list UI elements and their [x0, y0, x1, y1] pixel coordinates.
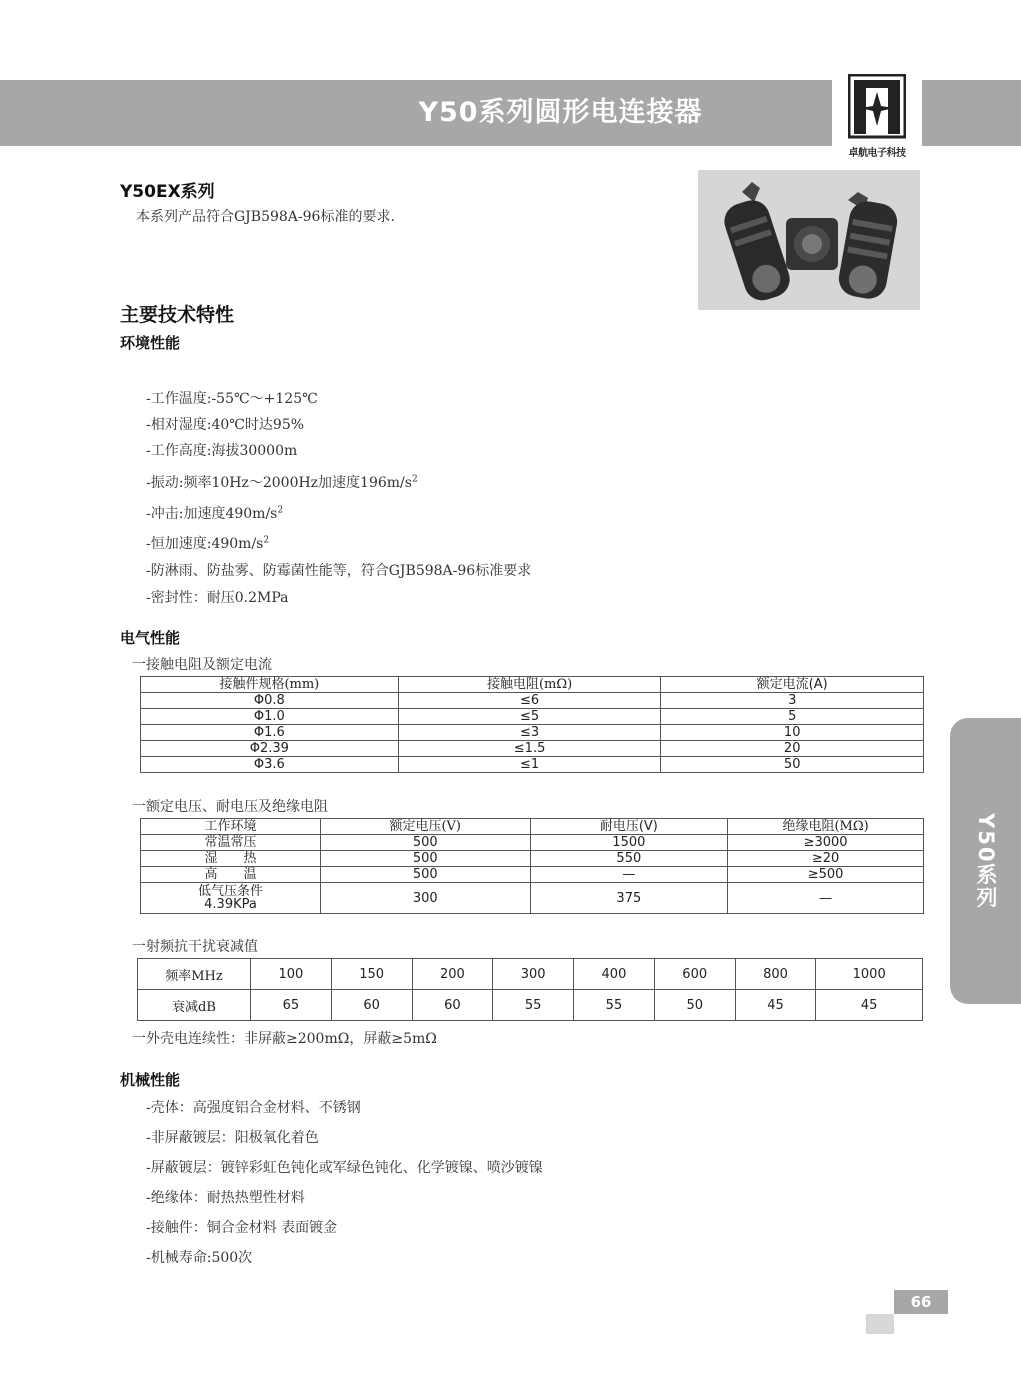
table-cell-label: 频率MHz [138, 959, 251, 990]
env-heading: 环境性能 [120, 334, 181, 352]
table-cell: Φ2.39 [141, 741, 399, 757]
table-row [141, 883, 924, 914]
table-header: 接触件规格(mm) [141, 677, 399, 693]
table-cell: 60 [331, 990, 412, 1021]
accel-text: -恒加速度:490m/s [146, 536, 264, 552]
connector-photo-icon [698, 170, 920, 310]
table-cell: 300 [320, 883, 530, 914]
table-header: 接触电阻(mΩ) [398, 677, 661, 693]
table-header-row [141, 677, 924, 693]
table-header: 工作环境 [141, 819, 321, 835]
mech-item: -接触件：铜合金材料 表面镀金 [146, 1220, 338, 1236]
table-cell: 150 [331, 959, 412, 990]
table-cell: Φ0.8 [141, 693, 399, 709]
table-cell-label: 衰减dB [138, 990, 251, 1021]
low-pressure-label: 低气压条件 [197, 884, 263, 899]
table-row [141, 835, 924, 851]
voltage-table-title: 一额定电压、耐电压及绝缘电阻 [132, 799, 328, 815]
table-cell: ≥500 [728, 867, 924, 883]
env-item-accel [146, 533, 269, 553]
series-heading: Y50EX系列 [120, 182, 215, 202]
contact-table-title: 一接触电阻及额定电流 [132, 657, 272, 673]
table-row [141, 741, 924, 757]
table-row [141, 725, 924, 741]
table-cell-low-pressure [141, 883, 321, 914]
env-item-vibration [146, 472, 418, 492]
table-row [138, 990, 923, 1021]
mech-item: -机械寿命:500次 [146, 1250, 253, 1266]
table-cell: Φ3.6 [141, 757, 399, 773]
table-cell: ≤6 [398, 693, 661, 709]
mech-item: -屏蔽镀层：镀锌彩虹色钝化或军绿色钝化、化学镀镍、喷沙镀镍 [146, 1160, 543, 1176]
table-cell: ≥3000 [728, 835, 924, 851]
page-number-decor [866, 1314, 894, 1334]
table-row [141, 709, 924, 725]
table-cell: 50 [661, 757, 924, 773]
env-item: -工作高度:海拔30000m [146, 443, 298, 459]
table-cell: 50 [654, 990, 735, 1021]
table-row [141, 693, 924, 709]
table-row [141, 851, 924, 867]
table-cell: 500 [320, 835, 530, 851]
table-cell: 500 [320, 851, 530, 867]
table-cell: 200 [412, 959, 493, 990]
side-tab-label: Y50系列 [974, 812, 998, 910]
table-header: 耐电压(V) [530, 819, 728, 835]
mech-item: -绝缘体：耐热热塑性材料 [146, 1190, 305, 1206]
logo-mark-icon [848, 74, 906, 140]
table-cell: 1500 [530, 835, 728, 851]
mechanical-heading: 机械性能 [120, 1071, 181, 1089]
table-cell: 45 [735, 990, 816, 1021]
table-row [141, 867, 924, 883]
table-cell: 55 [574, 990, 655, 1021]
table-cell: 65 [251, 990, 332, 1021]
page-title: Y50系列圆形电连接器 [418, 97, 703, 128]
table-cell: 5 [661, 709, 924, 725]
table-row [141, 757, 924, 773]
table-cell: 45 [816, 990, 923, 1021]
shock-text: -冲击:加速度490m/s [146, 506, 278, 522]
table-header: 额定电压(V) [320, 819, 530, 835]
table-cell: ≤3 [398, 725, 661, 741]
table-cell: 1000 [816, 959, 923, 990]
table-cell: 高 温 [141, 867, 321, 883]
env-item: -密封性：耐压0.2MPa [146, 590, 289, 606]
table-cell: ≤1 [398, 757, 661, 773]
product-photo [698, 170, 920, 310]
mech-item: -非屏蔽镀层：阳极氧化着色 [146, 1130, 319, 1146]
voltage-table [140, 818, 924, 914]
vibration-sup: 2 [411, 474, 418, 485]
table-cell: 400 [574, 959, 655, 990]
table-cell: — [728, 883, 924, 914]
table-cell: 3 [661, 693, 924, 709]
electrical-heading: 电气性能 [120, 629, 181, 647]
side-tab [950, 718, 1021, 1004]
table-header: 绝缘电阻(MΩ) [728, 819, 924, 835]
table-cell: 550 [530, 851, 728, 867]
contact-table [140, 676, 924, 773]
env-item-shock [146, 503, 283, 523]
table-row [138, 959, 923, 990]
env-item: -相对湿度:40℃时达95% [146, 417, 305, 433]
table-cell: Φ1.6 [141, 725, 399, 741]
series-intro: 本系列产品符合GJB598A-96标准的要求. [136, 209, 395, 225]
rf-table-title: 一射频抗干扰衰减值 [132, 939, 258, 955]
vibration-text: -振动:频率10Hz～2000Hz加速度196m/s [146, 475, 412, 491]
low-pressure-value: 4.39KPa [204, 897, 257, 912]
table-cell: 500 [320, 867, 530, 883]
table-cell: 60 [412, 990, 493, 1021]
table-cell: ≤5 [398, 709, 661, 725]
table-cell: 300 [493, 959, 574, 990]
table-cell: 375 [530, 883, 728, 914]
shell-continuity-note: 一外壳电连续性：非屏蔽≥200mΩ，屏蔽≥5mΩ [132, 1031, 437, 1047]
table-cell: 100 [251, 959, 332, 990]
table-cell: 20 [661, 741, 924, 757]
shock-sup: 2 [277, 505, 284, 516]
table-cell: ≥20 [728, 851, 924, 867]
page-number: 66 [894, 1290, 948, 1314]
logo-text: 卓航电子科技 [848, 148, 906, 159]
table-cell: 10 [661, 725, 924, 741]
table-cell: 55 [493, 990, 574, 1021]
accel-sup: 2 [263, 535, 270, 546]
table-header: 额定电流(A) [661, 677, 924, 693]
company-logo [832, 68, 922, 160]
env-item: -防淋雨、防盐雾、防霉菌性能等，符合GJB598A-96标准要求 [146, 563, 532, 579]
tech-heading: 主要技术特性 [120, 304, 235, 326]
env-item: -工作温度:-55℃～+125℃ [146, 391, 318, 407]
table-cell: 800 [735, 959, 816, 990]
table-cell: ≤1.5 [398, 741, 661, 757]
table-cell: — [530, 867, 728, 883]
table-cell: Φ1.0 [141, 709, 399, 725]
table-cell: 600 [654, 959, 735, 990]
mech-item: -壳体：高强度铝合金材料、不锈钢 [146, 1100, 361, 1116]
table-header-row [141, 819, 924, 835]
rf-table [137, 958, 923, 1021]
table-cell: 常温常压 [141, 835, 321, 851]
table-cell: 湿 热 [141, 851, 321, 867]
